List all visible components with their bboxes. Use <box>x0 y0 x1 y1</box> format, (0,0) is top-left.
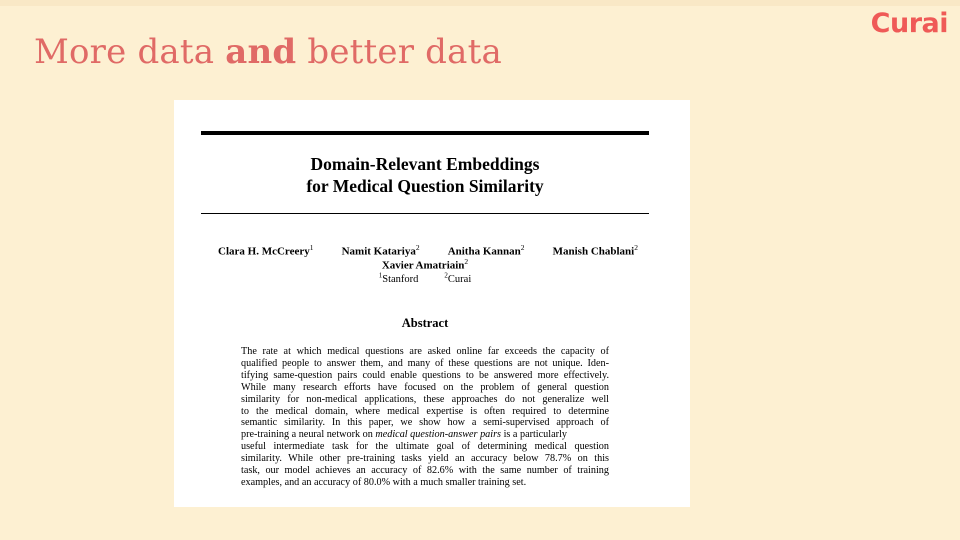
abstract-line: similarity. While other pre-training tasks yield an accuracy below 78.7% on this <box>241 453 609 465</box>
abstract-text: is a particularly <box>501 429 567 441</box>
slide-title-part1: More data <box>34 32 226 72</box>
author-affil: 2 <box>464 257 469 266</box>
abstract-line: The rate at which medical questions are asked online far exceeds the capacity of <box>241 346 609 357</box>
abstract-line: qualified people to answer them, and many of these questions are not unique. Iden- <box>241 357 609 369</box>
affiliation-num: 1 <box>378 271 383 279</box>
author-name: Anitha Kannan <box>447 245 521 258</box>
abstract-line: While many research efforts have focused on the problem of general question <box>241 381 609 393</box>
affiliation-name: Stanford <box>382 273 419 285</box>
abstract-line: task, our model achieves an accuracy of 82.6% with the same number of training <box>241 465 609 477</box>
author <box>342 243 420 258</box>
slide-title-part2: better data <box>296 32 502 72</box>
paper-screenshot <box>174 100 690 507</box>
author <box>553 243 638 258</box>
abstract-line: useful intermediate task for the ultimate goal of determining medical question <box>241 441 609 453</box>
affiliation-name: Curai <box>447 273 472 285</box>
abstract-line: similarity for non-medical applications, these approaches do not generalize well <box>241 393 609 405</box>
abstract-heading: Abstract <box>401 316 449 330</box>
author <box>218 243 313 258</box>
abstract-line <box>241 429 609 441</box>
paper-title-line2: for Medical Question Similarity <box>306 176 544 196</box>
title-thin-rule <box>201 213 649 214</box>
affiliation <box>444 271 472 285</box>
affiliation-num: 2 <box>444 271 448 279</box>
author-affil: 2 <box>634 243 638 252</box>
curai-logo: Curai <box>870 8 948 39</box>
affiliation <box>378 271 419 285</box>
author-name: Namit Katariya <box>341 245 416 258</box>
abstract-line: to the medical domain, where medical expertise is often required to determine <box>241 405 609 417</box>
author-name: Manish Chablani <box>552 245 635 258</box>
author-affil: 1 <box>309 243 314 252</box>
slide-title-bold: and <box>225 32 297 72</box>
author-name: Xavier Amatriain <box>381 259 465 272</box>
abstract-text: pre-training a neural network on <box>241 429 376 441</box>
author <box>174 257 676 272</box>
paper-title <box>174 153 676 197</box>
author-name: Clara H. McCreery <box>218 245 310 258</box>
author-affil: 2 <box>415 243 420 252</box>
abstract-body <box>241 346 609 489</box>
top-thick-rule <box>201 131 649 135</box>
abstract-line: tifying same-question pairs could enable questions to be answered more effectively. <box>241 369 609 381</box>
author-affil: 2 <box>520 243 525 252</box>
abstract-line: examples, and an accuracy of 80.0% with a much smaller training set. <box>241 476 527 488</box>
top-strip <box>0 0 960 6</box>
abstract-emphasis: medical question-answer pairs <box>375 429 502 441</box>
abstract-line: semantic similarity. In this paper, we show how a semi-supervised approach of <box>241 417 609 429</box>
authors-row <box>218 243 638 258</box>
slide-title <box>34 32 502 72</box>
affiliations <box>174 271 676 285</box>
author <box>448 243 525 258</box>
paper-title-line1: Domain-Relevant Embeddings <box>310 154 540 174</box>
